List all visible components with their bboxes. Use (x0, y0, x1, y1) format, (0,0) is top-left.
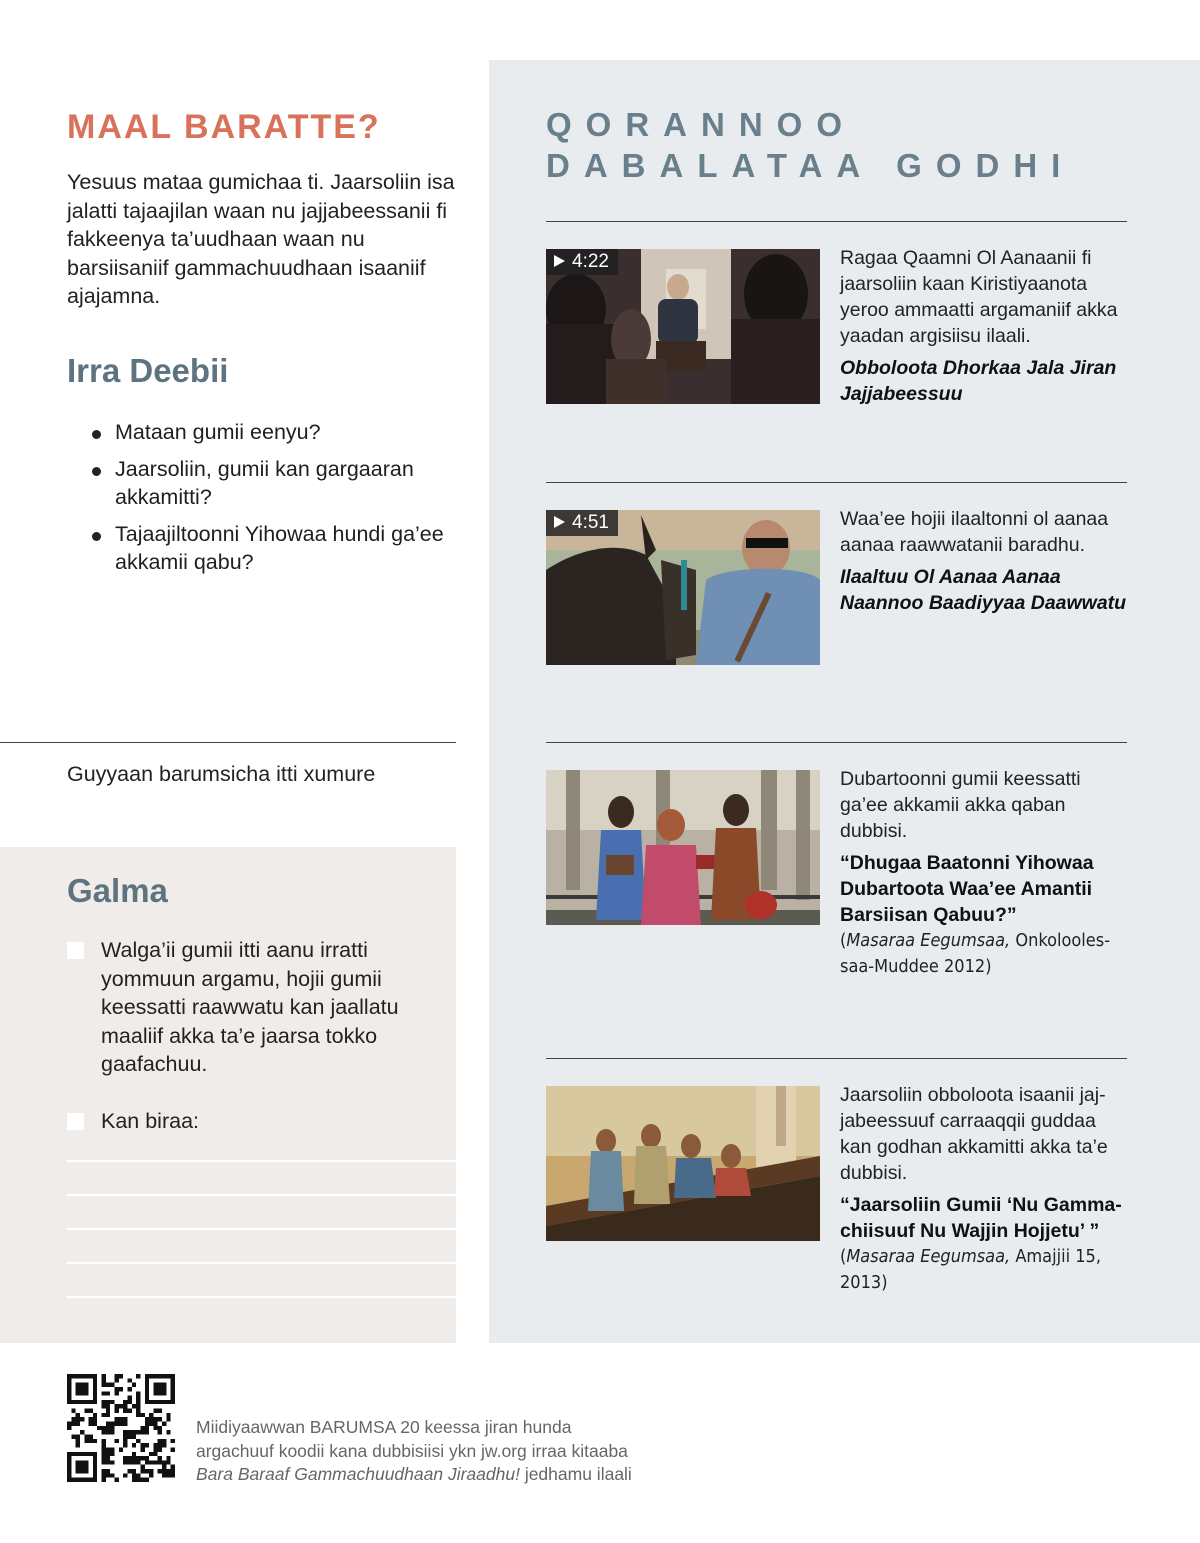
goal-item-other: Kan biraa: (67, 1107, 437, 1136)
resource-description: Jaarsoliin obboloota isaanii jajjabeessuuf carraaqqii guddaa kan godhan akkamitti akka ta’e dubbisi. (840, 1084, 1108, 1184)
resource-source: (Masaraa Eegumsaa, Onkoloolessaa-Muddee 2012) (840, 930, 1111, 977)
resource-1-text (840, 245, 1130, 407)
play-icon (554, 255, 565, 267)
resource-description: Waa’ee hojii ilaaltonni ol aanaa aanaa raawwatanii baradhu. (840, 508, 1109, 556)
date-write-line[interactable] (0, 742, 456, 743)
intro-paragraph: Yesuus mataa gumichaa ti. Jaarsoliin isa jalatti tajaajilan waan nu jajjabeessanii fi fakkeenya ta’uudhaan waan nu barsiisaniif gammachuudhaan isaaniif ajajamna. (67, 170, 455, 308)
review-list (90, 418, 450, 585)
write-line[interactable] (67, 1194, 456, 1196)
play-icon (554, 516, 565, 528)
duration-badge: 4:22 (546, 249, 618, 275)
divider (546, 482, 1127, 483)
article-image-4[interactable] (546, 1086, 820, 1241)
duration-badge: 4:51 (546, 510, 618, 536)
qr-code-icon (67, 1374, 175, 1482)
footer-note: Miidiyaawwan BARUMSA 20 keessa jiran hunda argachuuf koodii kana dubbisiisi ykn jw.org irraa kitaaba Bara Baraaf Gammachuudhaan Jiraadhu! jedhamu ilaali (196, 1417, 632, 1484)
write-line[interactable] (67, 1262, 456, 1264)
elders-on-ship-image (546, 1086, 820, 1241)
resource-title-link[interactable]: Obboloota Dhorkaa Jala Jiran Jajjabeessuu (840, 357, 1117, 405)
video-thumbnail-1[interactable] (546, 249, 820, 404)
goal-item: Walga’ii gumii itti aanu irratti yommuun argamu, hojii gumii keessatti raawwatu kan jaallatu maaliif akka ta’e jaarsa tokko gaafachuu. (67, 936, 437, 1079)
three-women-reading-image (546, 770, 820, 925)
further-study-heading: QORANNOO DABALATAA GODHI (546, 106, 1075, 184)
page-title: MAAL BARATTE? (67, 108, 381, 146)
review-item: Mataan gumii eenyu? (90, 418, 450, 447)
divider (546, 742, 1127, 743)
goal-panel (0, 847, 456, 1343)
bullet-icon (92, 430, 101, 439)
review-item: Tajaajiltoonni Yihowaa hundi ga’ee akkamii qabu? (90, 520, 450, 577)
qr-code[interactable] (67, 1374, 175, 1482)
write-line[interactable] (67, 1228, 456, 1230)
resource-3-text (840, 766, 1130, 980)
write-line[interactable] (67, 1296, 456, 1298)
resource-title-link[interactable]: “Dhugaa Baatonni Yihowaa Dubartoota Waa’ee Amantii Barsiisan Qabuu?” (840, 852, 1094, 926)
resource-2-text (840, 506, 1130, 616)
resource-description: Ragaa Qaamni Ol Aanaanii fi jaarsoliin kaan Kiristiyaanota yeroo ammaatti argamaniif akka yaadan argisiisu ilaali. (840, 247, 1118, 347)
review-heading: Irra Deebii (67, 352, 229, 389)
goal-heading: Galma (67, 872, 168, 909)
resource-4-text (840, 1082, 1130, 1296)
resource-description: Dubartoonni gumii keessatti ga’ee akkamii akka qaban dubbisi. (840, 768, 1081, 842)
write-line[interactable] (67, 1160, 456, 1162)
checkbox-icon[interactable] (67, 1113, 84, 1130)
divider (546, 1058, 1127, 1059)
review-item: Jaarsoliin, gumii kan gargaaran akkamitti? (90, 455, 450, 512)
date-completed-label: Guyyaan barumsicha itti xumure (67, 762, 376, 786)
article-image-3[interactable] (546, 770, 820, 925)
resource-title-link[interactable]: Ilaaltuu Ol Aanaa Aanaa Naannoo Baadiyyaa Daawwatu (840, 566, 1127, 614)
checkbox-icon[interactable] (67, 942, 84, 959)
divider (546, 221, 1127, 222)
resource-title-link[interactable]: “Jaarsoliin Gumii ‘Nu Gammachiisuuf Nu Wajjin Hojjetu’ ” (840, 1194, 1122, 1242)
bullet-icon (92, 532, 101, 541)
resource-source: (Masaraa Eegumsaa, Amajjii 15, 2013) (840, 1246, 1101, 1293)
video-thumbnail-2[interactable] (546, 510, 820, 665)
bullet-icon (92, 467, 101, 476)
